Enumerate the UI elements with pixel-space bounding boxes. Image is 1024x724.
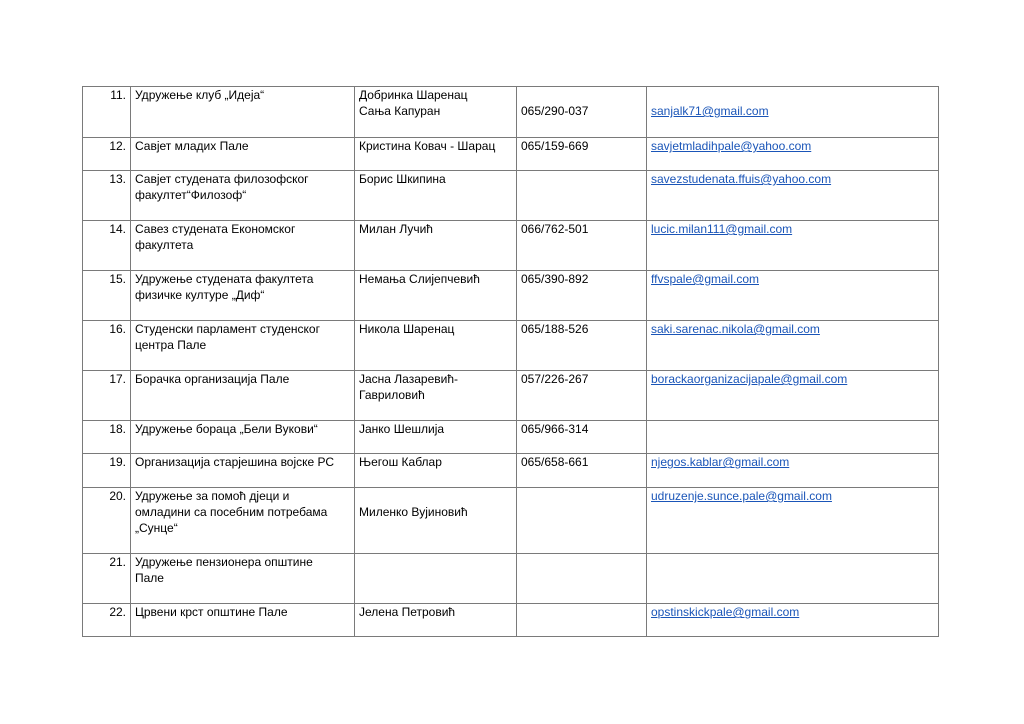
phone-number: 065/390-892	[517, 271, 647, 321]
email-link[interactable]: savjetmladihpale@yahoo.com	[651, 139, 812, 153]
contact-person: Јелена Петровић	[355, 604, 517, 637]
row-number: 15.	[83, 271, 131, 321]
table-row	[83, 138, 939, 171]
email-link[interactable]: opstinskickpale@gmail.com	[651, 605, 800, 619]
contact-person: Његош Каблар	[355, 454, 517, 488]
organization-name: Црвени крст општине Пале	[131, 604, 355, 637]
row-number: 17.	[83, 371, 131, 421]
row-number: 12.	[83, 138, 131, 171]
organization-name: Удружење студената факултета физичке културе „Диф“	[131, 271, 355, 321]
email-link[interactable]: savezstudenata.ffuis@yahoo.com	[651, 172, 832, 186]
table-row	[83, 87, 939, 138]
email-link[interactable]: saki.sarenac.nikola@gmail.com	[651, 322, 820, 336]
row-number: 19.	[83, 454, 131, 488]
table-row	[83, 321, 939, 371]
organizations-table	[82, 86, 939, 637]
table-row	[83, 221, 939, 271]
email-link[interactable]: udruzenje.sunce.pale@gmail.com	[651, 489, 832, 503]
phone-number	[517, 554, 647, 604]
table-row	[83, 421, 939, 454]
contact-person: Борис Шкипина	[355, 171, 517, 221]
email-link[interactable]: sanjalk71@gmail.com	[651, 104, 769, 118]
phone-number: 065/966-314	[517, 421, 647, 454]
table-row	[83, 554, 939, 604]
phone-number	[517, 171, 647, 221]
row-number: 16.	[83, 321, 131, 371]
contact-person: Немања Слијепчевић	[355, 271, 517, 321]
table-row	[83, 488, 939, 554]
phone-number	[517, 604, 647, 637]
organization-name: Организација старјешина војске РС	[131, 454, 355, 488]
phone-number: 057/226-267	[517, 371, 647, 421]
organization-name: Студенски парламент студенског центра Пале	[131, 321, 355, 371]
row-number: 21.	[83, 554, 131, 604]
row-number: 20.	[83, 488, 131, 554]
organization-name: Удружење пензионера општине Пале	[131, 554, 355, 604]
organization-name: Савјет студената филозофског факултет“Филозоф“	[131, 171, 355, 221]
table-row	[83, 454, 939, 488]
row-number: 13.	[83, 171, 131, 221]
email-link[interactable]: ffvspale@gmail.com	[651, 272, 759, 286]
contact-person: Јанко Шешлија	[355, 421, 517, 454]
email-link[interactable]: borackaorganizacijapale@gmail.com	[651, 372, 848, 386]
row-number: 14.	[83, 221, 131, 271]
phone-number: 065/290-037	[521, 104, 589, 118]
email-link[interactable]: lucic.milan111@gmail.com	[651, 222, 793, 236]
row-number: 11.	[83, 87, 131, 138]
phone-number: 065/188-526	[517, 321, 647, 371]
contact-person: Милан Лучић	[355, 221, 517, 271]
organization-name: Борачка организација Пале	[131, 371, 355, 421]
organization-name: Савез студената Економског факултета	[131, 221, 355, 271]
table-row	[83, 271, 939, 321]
contact-person: Добринка Шаренац Сања Капуран	[355, 87, 517, 138]
table-row	[83, 604, 939, 637]
row-number: 18.	[83, 421, 131, 454]
table-row	[83, 171, 939, 221]
contact-person: Јасна Лазаревић- Гавриловић	[355, 371, 517, 421]
organization-name: Удружење клуб „Идеја“	[131, 87, 355, 138]
contact-person: Никола Шаренац	[355, 321, 517, 371]
contact-person	[355, 554, 517, 604]
phone-number: 066/762-501	[517, 221, 647, 271]
organization-name: Удружење бораца „Бели Вукови“	[131, 421, 355, 454]
phone-number: 065/658-661	[517, 454, 647, 488]
email-link[interactable]: njegos.kablar@gmail.com	[651, 455, 790, 469]
table-row	[83, 371, 939, 421]
row-number: 22.	[83, 604, 131, 637]
contact-person: Миленко Вујиновић	[359, 505, 468, 519]
contact-person: Кристина Ковач - Шарац	[355, 138, 517, 171]
phone-number	[517, 488, 647, 554]
organization-name: Удружење за помоћ дјеци и омладини са посебним потребама „Сунце“	[131, 488, 355, 554]
phone-number: 065/159-669	[517, 138, 647, 171]
organization-name: Савјет младих Пале	[131, 138, 355, 171]
